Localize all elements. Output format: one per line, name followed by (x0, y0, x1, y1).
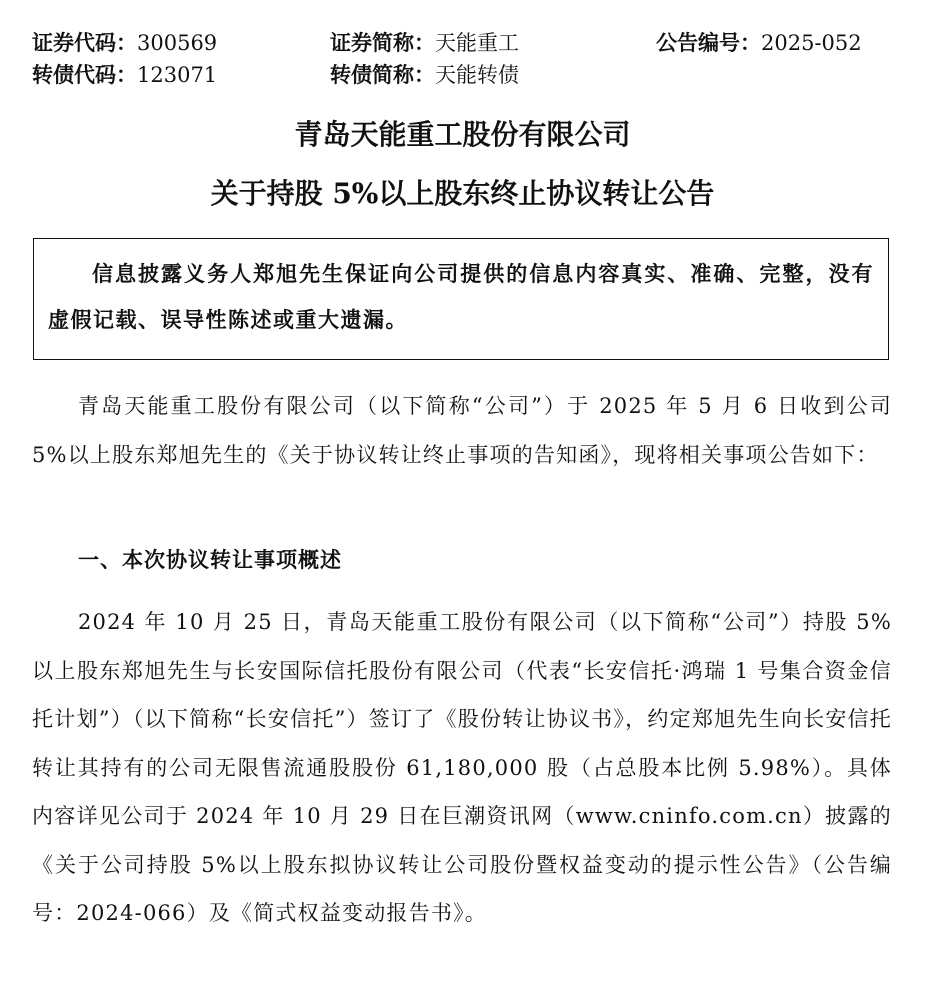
bond-abbr-value: 天能转债 (435, 63, 519, 87)
securities-abbr-field (330, 29, 519, 57)
bond-code-field (32, 61, 217, 89)
bond-abbr-field (330, 61, 519, 89)
bond-abbr-label: 转债简称： (330, 62, 435, 87)
bond-code-value: 123071 (137, 63, 218, 87)
securities-abbr-value: 天能重工 (435, 31, 519, 55)
disclosure-notice-text: 信息披露义务人郑旭先生保证向公司提供的信息内容真实、准确、完整，没有虚假记载、误导性陈述或重大遗漏。 (48, 262, 874, 332)
section-1-heading: 一、本次协议转让事项概述 (78, 548, 342, 572)
company-title: 青岛天能重工股份有限公司 (294, 118, 631, 151)
securities-abbr-label: 证券简称： (330, 30, 435, 55)
securities-code-field (32, 29, 217, 57)
announcement-no-value: 2025-052 (761, 31, 862, 55)
announcement-no-label: 公告编号： (656, 30, 761, 55)
bond-code-label: 转债代码： (32, 62, 137, 87)
securities-code-label: 证券代码： (32, 30, 137, 55)
disclosure-notice-box (33, 238, 889, 360)
securities-code-value: 300569 (137, 31, 218, 55)
section-1-paragraph: 2024 年 10 月 25 日，青岛天能重工股份有限公司（以下简称“公司”）持股 5%以上股东郑旭先生与长安国际信托股份有限公司（代表“长安信托·鸿瑞 1 号集合资金信托计划”）（以下简称“长安信托”）签订了《股份转让协议书》，约定郑旭先生向长安信托转让其持有的公司无限售流通股股份 61,180,000 股（占总股本比例 5.98%）。具体内容详见公司于 2024 年 10 月 29 日在巨潮资讯网（www.cninfo.com.cn）披露的《关于公司持股 5%以上股东拟协议转让公司股份暨权益变动的提示性公告》（公告编号：2024-066）及《简式权益变动报告书》。 (32, 610, 892, 925)
intro-paragraph: 青岛天能重工股份有限公司（以下简称“公司”）于 2025 年 5 月 6 日收到公司 5%以上股东郑旭先生的《关于协议转让终止事项的告知函》，现将相关事项公告如下： (32, 394, 892, 467)
announcement-title: 关于持股 5%以上股东终止协议转让公告 (210, 177, 715, 210)
announcement-no-field (656, 29, 862, 57)
